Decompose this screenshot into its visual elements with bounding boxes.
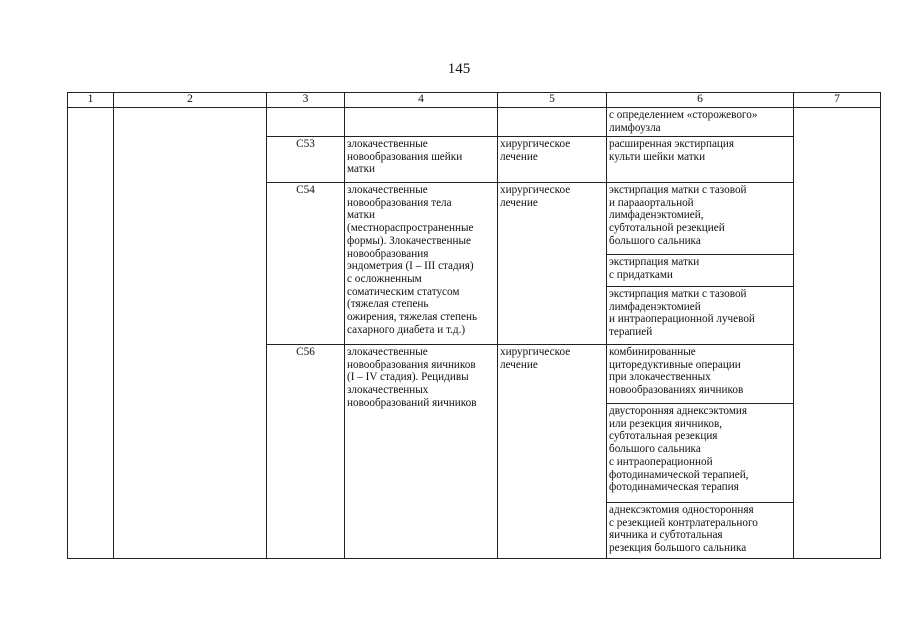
cell-method: двусторонняя аднексэктомия или резекция яичников, субтотальная резекция большого сальника с интраоперационной фотодинамической терапией, фотодинамическая терапия: [607, 404, 794, 503]
cell-col2: [114, 108, 267, 559]
column-header: 6: [607, 93, 794, 108]
cell-method: комбинированные циторедуктивные операции при злокачественных новообразованиях яичников: [607, 345, 794, 404]
cell-diagnosis: злокачественные новообразования тела матки (местнораспространенные формы). Злокачественные новообразования эндометрия (I – III стадия) с осложненным соматическим статусом (тяжелая степень ожирения, тяжелая степень сахарного диабета и т.д.): [345, 183, 498, 345]
cell-treatment: хирургическое лечение: [498, 183, 607, 345]
cell-diagnosis: злокачественные новообразования шейки матки: [345, 137, 498, 183]
cell-col7: [794, 108, 881, 559]
cell-treatment: [498, 108, 607, 137]
cell-treatment: хирургическое лечение: [498, 345, 607, 559]
column-header: 3: [267, 93, 345, 108]
cell-diagnosis: злокачественные новообразования яичников (I – IV стадия). Рецидивы злокачественных новообразований яичников: [345, 345, 498, 559]
cell-method: расширенная экстирпация культи шейки матки: [607, 137, 794, 183]
cell-code: C54: [267, 183, 345, 345]
cell-col1: [68, 108, 114, 559]
table-row: [68, 108, 881, 137]
cell-diagnosis: [345, 108, 498, 137]
column-header: 2: [114, 93, 267, 108]
column-header: 4: [345, 93, 498, 108]
cell-method: с определением «сторожевого» лимфоузла: [607, 108, 794, 137]
procedures-table: [67, 92, 881, 559]
column-header: 7: [794, 93, 881, 108]
column-header: 1: [68, 93, 114, 108]
cell-method: экстирпация матки с тазовой лимфаденэктомией и интраоперационной лучевой терапией: [607, 287, 794, 345]
cell-method: аднексэктомия односторонняя с резекцией контрлатерального яичника и субтотальная резекция большого сальника: [607, 503, 794, 559]
cell-code: [267, 108, 345, 137]
page-number: 145: [447, 61, 471, 77]
column-header: 5: [498, 93, 607, 108]
cell-method: экстирпация матки с тазовой и парааортальной лимфаденэктомией, субтотальной резекцией большого сальника: [607, 183, 794, 255]
column-header-row: [68, 93, 881, 108]
cell-code: C56: [267, 345, 345, 559]
cell-method: экстирпация матки с придатками: [607, 255, 794, 287]
cell-treatment: хирургическое лечение: [498, 137, 607, 183]
cell-code: C53: [267, 137, 345, 183]
